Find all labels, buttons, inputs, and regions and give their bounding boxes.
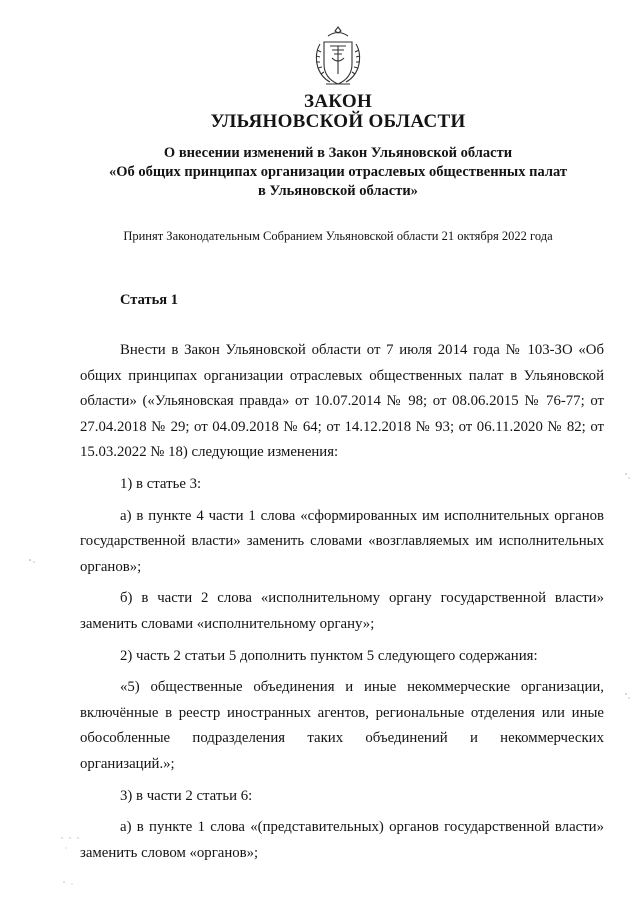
article-heading: Статья 1 bbox=[120, 292, 178, 308]
law-title-line1: ЗАКОН bbox=[303, 91, 373, 112]
paragraph-item-2-text: «5) общественные объединения и иные некоммерческие организации, включённые в реестр иностранных агентов, региональные отделения или иные обособленные подразделения таких объединений и некоммерческих организаций.»; bbox=[80, 679, 604, 772]
paragraph-intro: Внести в Закон Ульяновской области от 7 июля 2014 года № 103-ЗО «Об общих принципах организации отраслевых общественных палат в Ульяновской области» («Ульяновская правда» от 10.07.2014 № 98; от 08.06.2015 № 76-77; от 27.04.2018 № 29; от 04.09.2018 № 64; от 14.12.2018 № 93; от 06.11.2020 № 82; от 15.03.2022 № 18) следующие изменения: bbox=[80, 342, 604, 461]
law-subtitle-line2: «Об общих принципах организации отраслевых общественных палат bbox=[109, 164, 567, 180]
paragraph-item-3: 3) в части 2 статьи 6: bbox=[120, 787, 253, 804]
adoption-note: Принят Законодательным Собранием Ульяновской области 21 октября 2022 года bbox=[123, 229, 553, 243]
law-subtitle-line1: О внесении изменений в Закон Ульяновской области bbox=[163, 145, 513, 161]
paragraph-item-1a: а) в пункте 4 части 1 слова «сформированных им исполнительных органов государственной власти» заменить словами «возглавляемых им исполнительных органов»; bbox=[80, 507, 604, 575]
paragraph-item-3a: а) в пункте 1 слова «(представительных) органов государственной власти» заменить словом «органов»; bbox=[80, 819, 604, 861]
paragraph-item-2: 2) часть 2 статьи 5 дополнить пунктом 5 следующего содержания: bbox=[120, 647, 538, 664]
law-subtitle-line3: в Ульяновской области» bbox=[258, 183, 418, 199]
paragraph-item-1: 1) в статье 3: bbox=[120, 475, 202, 492]
paragraph-item-1b: б) в части 2 слова «исполнительному органу государственной власти» заменить словами «исполнительному органу»; bbox=[80, 590, 604, 632]
law-title-line2: УЛЬЯНОВСКОЙ ОБЛАСТИ bbox=[210, 111, 466, 132]
